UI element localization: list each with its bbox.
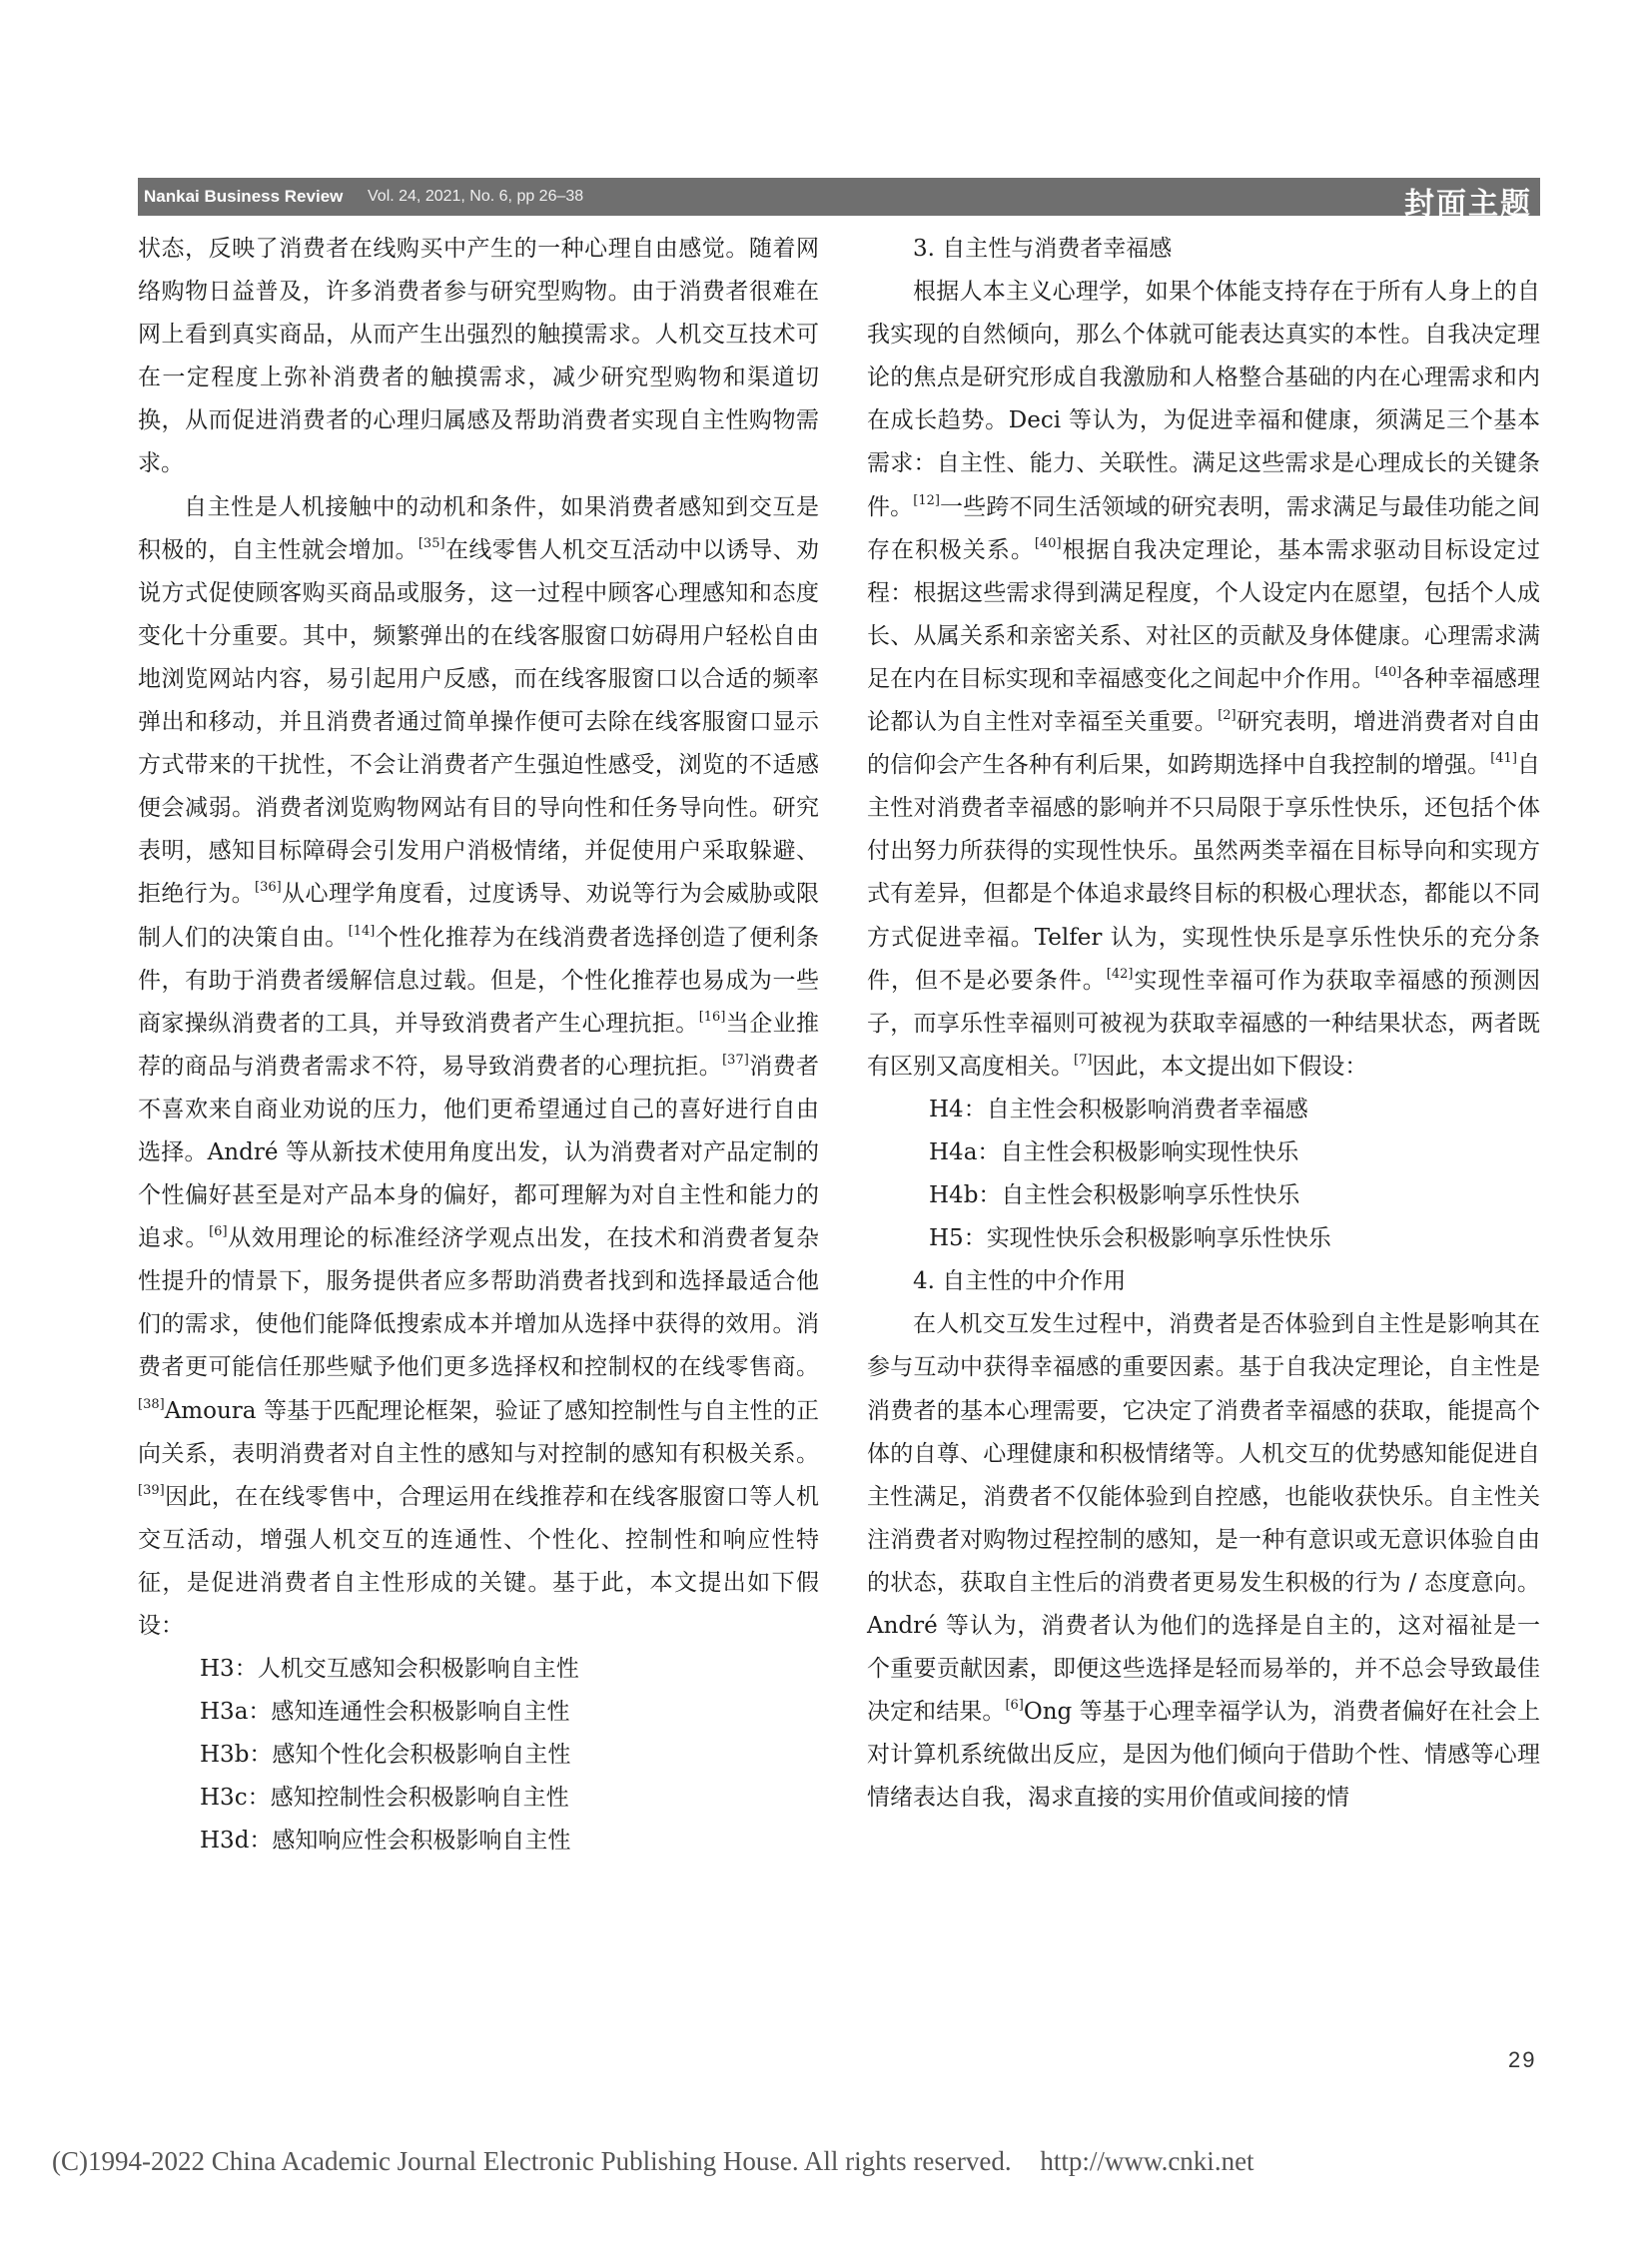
text-run: H4b：自主性会积极影响享乐性快乐: [929, 1182, 1300, 1209]
page-number: 29: [1508, 2047, 1537, 2072]
text-run: H4a：自主性会积极影响实现性快乐: [929, 1138, 1299, 1165]
citation-ref: [2]: [1218, 708, 1237, 724]
citation-ref: [7]: [1074, 1052, 1093, 1068]
citation-ref: [6]: [1005, 1698, 1024, 1714]
hypothesis: [138, 1691, 819, 1734]
citation-ref: [35]: [417, 535, 445, 551]
citation-ref: [39]: [138, 1482, 165, 1498]
text-run: 在人机交互发生过程中，消费者是否体验到自主性是影响其在参与互动中获得幸福感的重要因素。基于自我决定理论，自主性是消费者的基本心理需要，它决定了消费者幸福感的获取，能提高个体的自尊、心理健康和积极情绪等。人机交互的优势感知能促进自主性满足，消费者不仅能体验到自控感，也能收获快乐。自主性关注消费者对购物过程控制的感知，是一种有意识或无意识体验自由的状态，获取自主性后的消费者更易发生积极的行为 / 态度意向。André 等认为，消费者认为他们的选择是自主的，这对福祉是一个重要贡献因素，即便这些选择是轻而易举的，并不总会导致最佳决定和结果。: [867, 1311, 1540, 1726]
body-paragraph: [138, 486, 819, 1649]
hypothesis: [867, 1174, 1540, 1217]
citation-ref: [37]: [722, 1052, 749, 1068]
volume-info: Vol. 24, 2021, No. 6, pp 26–38: [368, 188, 584, 205]
hypothesis: [867, 1217, 1540, 1260]
body-paragraph: [867, 271, 1540, 1089]
hypothesis: [867, 1131, 1540, 1174]
citation-ref: [36]: [255, 880, 282, 896]
citation-ref: [16]: [698, 1009, 726, 1025]
citation-ref: [41]: [1490, 751, 1517, 767]
text-run: 一些跨不同生活领域的研究表明，需求满足与最佳功能之间存在积极关系。: [867, 493, 1541, 563]
text-run: H3：人机交互感知会积极影响自主性: [200, 1656, 579, 1683]
citation-ref: [6]: [209, 1224, 228, 1240]
hypothesis: [867, 1089, 1540, 1131]
text-run: 因此，本文提出如下假设：: [1092, 1053, 1368, 1080]
text-run: H3b：感知个性化会积极影响自主性: [200, 1742, 571, 1769]
text-run: 因此，在在线零售中，合理运用在线推荐和在线客服窗口等人机交互活动，增强人机交互的连通性、个性化、控制性和响应性特征，是促进消费者自主性形成的关键。基于此，本文提出如下假设：: [138, 1483, 819, 1639]
footer-url[interactable]: http://www.cnki.net: [1040, 2146, 1254, 2176]
hypothesis: [138, 1820, 819, 1863]
text-run: 根据自我决定理论，基本需求驱动目标设定过程：根据这些需求得到满足程度，个人设定内在愿望，包括个人成长、从属关系和亲密关系、对社区的贡献及身体健康。心理需求满足在内在目标实现和幸福感变化之间起中介作用。: [867, 536, 1541, 692]
text-run: 个性化推荐为在线消费者选择创造了便利条件，有助于消费者缓解信息过载。但是，个性化推荐也易成为一些商家操纵消费者的工具，并导致消费者产生心理抗拒。: [138, 924, 820, 1037]
hypothesis: [138, 1777, 819, 1820]
section-title: 封面主题: [1404, 187, 1532, 222]
left-column: [138, 228, 819, 1864]
text-run: 消费者不喜欢来自商业劝说的压力，他们更希望通过自己的喜好进行自由选择。André 等从新技术使用角度出发，认为消费者对产品定制的个性偏好甚至是对产品本身的偏好，都可理解为对自主性和能力的追求。: [138, 1053, 820, 1252]
citation-ref: [38]: [138, 1396, 165, 1412]
journal-name: Nankai Business Review: [144, 187, 344, 206]
copyright-footer: [52, 2146, 1254, 2177]
running-header: [138, 178, 1540, 222]
section-heading: [867, 228, 1540, 271]
text-run: H3a：感知连通性会积极影响自主性: [200, 1699, 570, 1726]
text-run: 当企业推荐的商品与消费者需求不符，易导致消费者的心理抗拒。: [138, 1010, 820, 1080]
text-run: Amoura 等基于匹配理论框架，验证了感知控制性与自主性的正向关系，表明消费者对自主性的感知与对控制的感知有积极关系。: [138, 1397, 819, 1467]
text-run: 4. 自主性的中介作用: [913, 1268, 1127, 1295]
text-run: 在线零售人机交互活动中以诱导、劝说方式促使顾客购买商品或服务，这一过程中顾客心理感知和态度变化十分重要。其中，频繁弹出的在线客服窗口妨碍用户轻松自由地浏览网站内容，易引起用户反感，而在线客服窗口以合适的频率弹出和移动，并且消费者通过简单操作便可去除在线客服窗口显示方式带来的干扰性，不会让消费者产生强迫性感受，浏览的不适感便会减弱。消费者浏览购物网站有目的导向性和任务导向性。研究表明，感知目标障碍会引发用户消极情绪，并促使用户采取躲避、拒绝行为。: [138, 536, 820, 908]
copyright-text: (C)1994-2022 China Academic Journal Electronic Publishing House. All rights reserved.: [52, 2146, 1012, 2176]
body-paragraph: [138, 228, 819, 486]
citation-ref: [42]: [1106, 966, 1134, 982]
citation-ref: [40]: [1034, 535, 1062, 551]
text-run: H5：实现性快乐会积极影响享乐性快乐: [929, 1225, 1331, 1252]
citation-ref: [40]: [1374, 664, 1402, 680]
text-run: 研究表明，增进消费者对自由的信仰会产生各种有利后果，如跨期选择中自我控制的增强。: [867, 709, 1541, 779]
hypothesis: [138, 1648, 819, 1691]
body-paragraph: [867, 1303, 1540, 1820]
text-run: H3d：感知响应性会积极影响自主性: [200, 1828, 571, 1855]
text-run: 状态，反映了消费者在线购买中产生的一种心理自由感觉。随着网络购物日益普及，许多消费者参与研究型购物。由于消费者很难在网上看到真实商品，从而产生出强烈的触摸需求。人机交互技术可在一定程度上弥补消费者的触摸需求，减少研究型购物和渠道切换，从而促进消费者的心理归属感及帮助消费者实现自主性购物需求。: [138, 236, 819, 477]
text-run: Ong 等基于心理幸福学认为，消费者偏好在社会上对计算机系统做出反应，是因为他们倾向于借助个性、情感等心理情绪表达自我，渴求直接的实用价值或间接的情: [867, 1699, 1541, 1812]
text-run: 实现性幸福可作为获取幸福感的预测因子，而享乐性幸福则可被视为获取幸福感的一种结果状态，两者既有区别又高度相关。: [867, 967, 1541, 1080]
text-run: 自主性对消费者幸福感的影响并不只局限于享乐性快乐，还包括个体付出努力所获得的实现性快乐。虽然两类幸福在目标导向和实现方式有差异，但都是个体追求最终目标的积极心理状态，都能以不同方式促进幸福。Telfer 认为，实现性快乐是享乐性快乐的充分条件，但不是必要条件。: [867, 752, 1541, 994]
text-run: 根据人本主义心理学，如果个体能支持存在于所有人身上的自我实现的自然倾向，那么个体就可能表达真实的本性。自我决定理论的焦点是研究形成自我激励和人格整合基础的内在心理需求和内在成长趋势。Deci 等认为，为促进幸福和健康，须满足三个基本需求：自主性、能力、关联性。满足这些需求是心理成长的关键条件。: [867, 279, 1540, 520]
text-run: 从效用理论的标准经济学观点出发，在技术和消费者复杂性提升的情景下，服务提供者应多帮助消费者找到和选择最适合他们的需求，使他们能降低搜索成本并增加从选择中获得的效用。消费者更可能信任那些赋予他们更多选择权和控制权的在线零售商。: [138, 1225, 820, 1381]
citation-ref: [12]: [913, 492, 940, 508]
citation-ref: [14]: [348, 923, 376, 939]
text-run: 从心理学角度看，过度诱导、劝说等行为会威胁或限制人们的决策自由。: [138, 881, 820, 951]
text-run: 自主性是人机接触中的动机和条件，如果消费者感知到交互是积极的，自主性就会增加。: [138, 493, 819, 563]
right-column: [867, 228, 1540, 1820]
text-run: H3c：感知控制性会积极影响自主性: [200, 1785, 569, 1812]
section-heading: [867, 1260, 1540, 1303]
text-run: H4：自主性会积极影响消费者幸福感: [929, 1096, 1308, 1122]
text-run: 3. 自主性与消费者幸福感: [913, 236, 1173, 262]
hypothesis: [138, 1734, 819, 1777]
text-run: 各种幸福感理论都认为自主性对幸福至关重要。: [867, 665, 1541, 736]
